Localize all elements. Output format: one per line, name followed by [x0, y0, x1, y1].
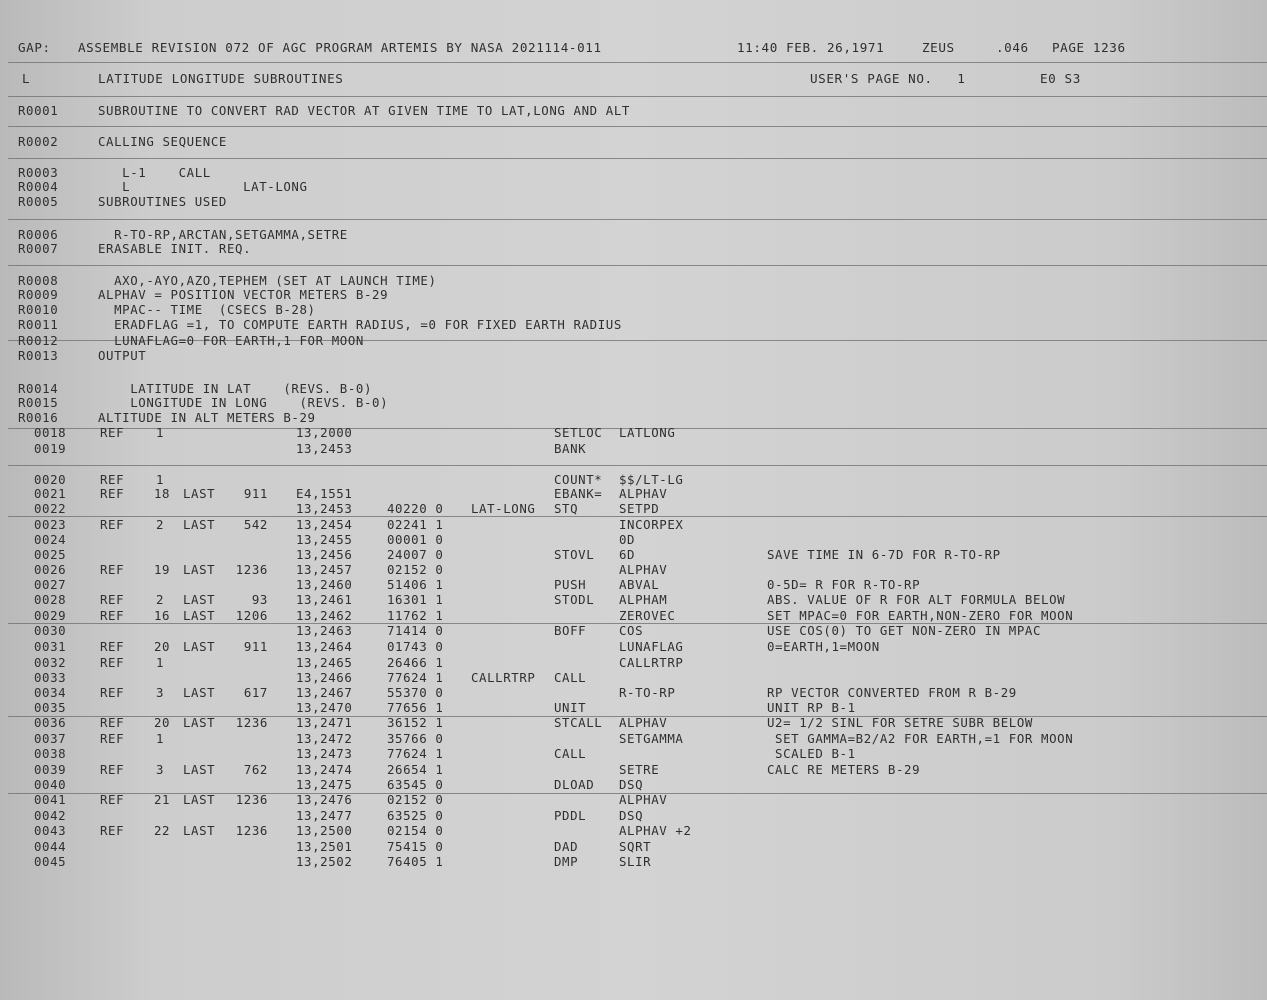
seq-number: 0021 [34, 486, 67, 501]
opcode: STOVL [554, 547, 595, 562]
remark-seq: R0010 [18, 302, 59, 317]
remark-seq: R0007 [18, 241, 59, 256]
octal-code: 02241 1 [387, 517, 444, 532]
seq-number: 0029 [34, 608, 67, 623]
operand: SQRT [619, 839, 652, 854]
code-line [0, 778, 1267, 792]
code-line [0, 548, 1267, 562]
ref-count: 18 [154, 486, 171, 501]
remark-line [0, 242, 1267, 256]
opcode: COUNT* [554, 472, 603, 487]
remark-line [0, 166, 1267, 180]
last-line: 1236 [235, 823, 268, 838]
header-time: 11:40 FEB. 26,1971 [737, 40, 885, 55]
ref-count: 3 [155, 762, 164, 777]
remark-line [0, 382, 1267, 396]
remark-line [0, 334, 1267, 348]
header-gap: GAP: [18, 40, 51, 55]
address: 13,2465 [296, 655, 353, 670]
comment: ABS. VALUE OF R FOR ALT FORMULA BELOW [767, 592, 1066, 607]
seq-number: 0036 [34, 715, 67, 730]
opcode: PDDL [554, 808, 587, 823]
ref-count: 19 [154, 562, 171, 577]
operand: LATLONG [619, 425, 676, 440]
ref-keyword: REF [100, 762, 125, 777]
octal-code: 75415 0 [387, 839, 444, 854]
seq-number: 0038 [34, 746, 67, 761]
ref-keyword: REF [100, 486, 125, 501]
ref-keyword: REF [100, 685, 125, 700]
address: 13,2453 [296, 441, 353, 456]
last-keyword: LAST [183, 792, 216, 807]
operand: SETPD [619, 501, 660, 516]
address: 13,2455 [296, 532, 353, 547]
octal-code: 63525 0 [387, 808, 444, 823]
last-line: 911 [243, 486, 268, 501]
comment: SET GAMMA=B2/A2 FOR EARTH,=1 FOR MOON [767, 731, 1074, 746]
header-user: ZEUS [922, 40, 955, 55]
seq-number: 0043 [34, 823, 67, 838]
ref-keyword: REF [100, 823, 125, 838]
last-keyword: LAST [183, 592, 216, 607]
address: 13,2500 [296, 823, 353, 838]
opcode: BOFF [554, 623, 587, 638]
last-line: 1236 [235, 562, 268, 577]
remark-seq: R0004 [18, 179, 59, 194]
seq-number: 0022 [34, 501, 67, 516]
comment: UNIT RP B-1 [767, 700, 856, 715]
ref-count: 20 [154, 639, 171, 654]
remark-line [0, 135, 1267, 149]
opcode: STQ [554, 501, 579, 516]
comment: 0=EARTH,1=MOON [767, 639, 880, 654]
remark-line [0, 349, 1267, 363]
code-line [0, 593, 1267, 607]
code-line [0, 563, 1267, 577]
address: 13,2501 [296, 839, 353, 854]
ref-count: 1 [155, 731, 164, 746]
label: LAT-LONG [471, 501, 536, 516]
remark-line [0, 288, 1267, 302]
ref-count: 20 [154, 715, 171, 730]
ref-keyword: REF [100, 472, 125, 487]
octal-code: 77656 1 [387, 700, 444, 715]
address: 13,2454 [296, 517, 353, 532]
ref-count: 16 [154, 608, 171, 623]
last-keyword: LAST [183, 517, 216, 532]
remark-seq: R0003 [18, 165, 59, 180]
octal-code: 51406 1 [387, 577, 444, 592]
remark-line [0, 195, 1267, 209]
last-keyword: LAST [183, 562, 216, 577]
address: 13,2467 [296, 685, 353, 700]
last-keyword: LAST [183, 715, 216, 730]
fan-fold-rule [8, 62, 1267, 63]
remark-text: ERASABLE INIT. REQ. [98, 241, 252, 256]
subheader-sect: L [22, 71, 31, 86]
last-keyword: LAST [183, 823, 216, 838]
octal-code: 76405 1 [387, 854, 444, 869]
remark-seq: R0006 [18, 227, 59, 242]
seq-number: 0042 [34, 808, 67, 823]
address: 13,2464 [296, 639, 353, 654]
ref-keyword: REF [100, 517, 125, 532]
code-line [0, 533, 1267, 547]
ref-keyword: REF [100, 592, 125, 607]
address: 13,2476 [296, 792, 353, 807]
subheader-line [0, 72, 1267, 86]
address: 13,2457 [296, 562, 353, 577]
last-line: 911 [243, 639, 268, 654]
header-title: ASSEMBLE REVISION 072 OF AGC PROGRAM ARTEMIS BY NASA 2021114-011 [78, 40, 602, 55]
subheader-users-page: USER'S PAGE NO. 1 [810, 71, 966, 86]
code-line [0, 716, 1267, 730]
remark-text: R-TO-RP,ARCTAN,SETGAMMA,SETRE [98, 227, 348, 242]
seq-number: 0018 [34, 425, 67, 440]
remark-seq: R0016 [18, 410, 59, 425]
comment: 0-5D= R FOR R-TO-RP [767, 577, 921, 592]
remark-line [0, 274, 1267, 288]
ref-count: 1 [155, 472, 164, 487]
code-line [0, 578, 1267, 592]
opcode: SETLOC [554, 425, 603, 440]
octal-code: 71414 0 [387, 623, 444, 638]
fan-fold-rule [8, 158, 1267, 159]
seq-number: 0045 [34, 854, 67, 869]
operand: COS [619, 623, 644, 638]
opcode: UNIT [554, 700, 587, 715]
remark-text: ERADFLAG =1, TO COMPUTE EARTH RADIUS, =0 FOR FIXED EARTH RADIUS [98, 317, 622, 332]
opcode: STCALL [554, 715, 603, 730]
subheader-code: E0 S3 [1040, 71, 1081, 86]
remark-text: CALLING SEQUENCE [98, 134, 227, 149]
code-line [0, 487, 1267, 501]
operand: $$/LT-LG [619, 472, 684, 487]
operand: R-TO-RP [619, 685, 676, 700]
octal-code: 63545 0 [387, 777, 444, 792]
seq-number: 0030 [34, 623, 67, 638]
seq-number: 0033 [34, 670, 67, 685]
remark-seq: R0008 [18, 273, 59, 288]
ref-keyword: REF [100, 639, 125, 654]
opcode: DLOAD [554, 777, 595, 792]
code-line [0, 747, 1267, 761]
code-line [0, 609, 1267, 623]
label: CALLRTRP [471, 670, 536, 685]
address: 13,2453 [296, 501, 353, 516]
remark-line [0, 303, 1267, 317]
remark-seq: R0015 [18, 395, 59, 410]
code-line [0, 671, 1267, 685]
operand: ALPHAM [619, 592, 668, 607]
opcode: PUSH [554, 577, 587, 592]
comment: SAVE TIME IN 6-7D FOR R-TO-RP [767, 547, 1001, 562]
last-line: 542 [243, 517, 268, 532]
opcode: DAD [554, 839, 579, 854]
operand: DSQ [619, 777, 644, 792]
opcode: DMP [554, 854, 579, 869]
last-line: 1236 [235, 715, 268, 730]
last-keyword: LAST [183, 762, 216, 777]
opcode: EBANK= [554, 486, 603, 501]
octal-code: 26466 1 [387, 655, 444, 670]
octal-code: 16301 1 [387, 592, 444, 607]
last-keyword: LAST [183, 486, 216, 501]
code-line [0, 763, 1267, 777]
code-line [0, 840, 1267, 854]
fan-fold-rule [8, 126, 1267, 127]
ref-keyword: REF [100, 792, 125, 807]
address: 13,2466 [296, 670, 353, 685]
octal-code: 02154 0 [387, 823, 444, 838]
address: 13,2461 [296, 592, 353, 607]
octal-code: 77624 1 [387, 746, 444, 761]
remark-text: LUNAFLAG=0 FOR EARTH,1 FOR MOON [98, 333, 364, 348]
last-keyword: LAST [183, 639, 216, 654]
operand: ALPHAV [619, 792, 668, 807]
ref-count: 1 [155, 655, 164, 670]
seq-number: 0025 [34, 547, 67, 562]
ref-keyword: REF [100, 655, 125, 670]
ref-count: 1 [155, 425, 164, 440]
opcode: CALL [554, 670, 587, 685]
octal-code: 35766 0 [387, 731, 444, 746]
comment: USE COS(0) TO GET NON-ZERO IN MPAC [767, 623, 1042, 638]
address: 13,2472 [296, 731, 353, 746]
seq-number: 0034 [34, 685, 67, 700]
remark-text: ALTITUDE IN ALT METERS B-29 [98, 410, 316, 425]
comment: RP VECTOR CONVERTED FROM R B-29 [767, 685, 1017, 700]
address: 13,2462 [296, 608, 353, 623]
last-line: 1236 [235, 792, 268, 807]
seq-number: 0024 [34, 532, 67, 547]
address: 13,2502 [296, 854, 353, 869]
address: 13,2463 [296, 623, 353, 638]
operand: 0D [619, 532, 636, 547]
header-page: PAGE 1236 [1052, 40, 1126, 55]
operand: DSQ [619, 808, 644, 823]
address: 13,2460 [296, 577, 353, 592]
address: 13,2475 [296, 777, 353, 792]
remark-seq: R0009 [18, 287, 59, 302]
code-line [0, 809, 1267, 823]
octal-code: 26654 1 [387, 762, 444, 777]
operand: CALLRTRP [619, 655, 684, 670]
header-num: .046 [996, 40, 1029, 55]
remark-line [0, 228, 1267, 242]
seq-number: 0032 [34, 655, 67, 670]
address: 13,2471 [296, 715, 353, 730]
code-line [0, 793, 1267, 807]
code-line [0, 732, 1267, 746]
operand: ZEROVEC [619, 608, 676, 623]
remark-seq: R0014 [18, 381, 59, 396]
seq-number: 0031 [34, 639, 67, 654]
code-line [0, 656, 1267, 670]
ref-count: 21 [154, 792, 171, 807]
ref-keyword: REF [100, 425, 125, 440]
ref-count: 2 [155, 592, 164, 607]
seq-number: 0023 [34, 517, 67, 532]
octal-code: 36152 1 [387, 715, 444, 730]
seq-number: 0035 [34, 700, 67, 715]
code-line [0, 824, 1267, 838]
code-line [0, 442, 1267, 456]
octal-code: 77624 1 [387, 670, 444, 685]
remark-text: L-1 CALL [98, 165, 211, 180]
address: 13,2473 [296, 746, 353, 761]
seq-number: 0028 [34, 592, 67, 607]
fan-fold-rule [8, 265, 1267, 266]
ref-keyword: REF [100, 715, 125, 730]
subheader-title: LATITUDE LONGITUDE SUBROUTINES [98, 71, 344, 86]
remark-line [0, 318, 1267, 332]
comment: SET MPAC=0 FOR EARTH,NON-ZERO FOR MOON [767, 608, 1074, 623]
comment: CALC RE METERS B-29 [767, 762, 921, 777]
fan-fold-rule [8, 219, 1267, 220]
operand: ALPHAV +2 [619, 823, 692, 838]
code-line [0, 855, 1267, 869]
comment: U2= 1/2 SINL FOR SETRE SUBR BELOW [767, 715, 1033, 730]
code-line [0, 426, 1267, 440]
address: 13,2477 [296, 808, 353, 823]
last-line: 762 [243, 762, 268, 777]
code-line [0, 518, 1267, 532]
remark-seq: R0005 [18, 194, 59, 209]
remark-seq: R0013 [18, 348, 59, 363]
operand: 6D [619, 547, 636, 562]
seq-number: 0020 [34, 472, 67, 487]
octal-code: 02152 0 [387, 562, 444, 577]
seq-number: 0040 [34, 777, 67, 792]
remark-text: ALPHAV = POSITION VECTOR METERS B-29 [98, 287, 389, 302]
address: 13,2000 [296, 425, 353, 440]
opcode: BANK [554, 441, 587, 456]
remark-line [0, 180, 1267, 194]
opcode: CALL [554, 746, 587, 761]
octal-code: 02152 0 [387, 792, 444, 807]
code-line [0, 624, 1267, 638]
octal-code: 24007 0 [387, 547, 444, 562]
operand: INCORPEX [619, 517, 684, 532]
remark-text: SUBROUTINE TO CONVERT RAD VECTOR AT GIVEN TIME TO LAT,LONG AND ALT [98, 103, 630, 118]
octal-code: 00001 0 [387, 532, 444, 547]
seq-number: 0039 [34, 762, 67, 777]
code-line [0, 473, 1267, 487]
octal-code: 11762 1 [387, 608, 444, 623]
operand: ALPHAV [619, 562, 668, 577]
remark-text: LONGITUDE IN LONG (REVS. B-0) [98, 395, 389, 410]
operand: ABVAL [619, 577, 660, 592]
octal-code: 01743 0 [387, 639, 444, 654]
fan-fold-rule [8, 96, 1267, 97]
remark-line [0, 104, 1267, 118]
code-line [0, 686, 1267, 700]
last-keyword: LAST [183, 608, 216, 623]
seq-number: 0019 [34, 441, 67, 456]
seq-number: 0026 [34, 562, 67, 577]
ref-keyword: REF [100, 731, 125, 746]
ref-keyword: REF [100, 608, 125, 623]
remark-text: MPAC-- TIME (CSECS B-28) [98, 302, 316, 317]
address: 13,2474 [296, 762, 353, 777]
remark-text: SUBROUTINES USED [98, 194, 227, 209]
last-line: 93 [251, 592, 268, 607]
address: 13,2470 [296, 700, 353, 715]
address: 13,2456 [296, 547, 353, 562]
header-line [0, 41, 1267, 55]
last-keyword: LAST [183, 685, 216, 700]
operand: SETGAMMA [619, 731, 684, 746]
last-line: 1206 [235, 608, 268, 623]
remark-seq: R0002 [18, 134, 59, 149]
operand: SETRE [619, 762, 660, 777]
opcode: STODL [554, 592, 595, 607]
remark-seq: R0001 [18, 103, 59, 118]
operand: ALPHAV [619, 715, 668, 730]
last-line: 617 [243, 685, 268, 700]
address: E4,1551 [296, 486, 353, 501]
octal-code: 55370 0 [387, 685, 444, 700]
operand: LUNAFLAG [619, 639, 684, 654]
comment: SCALED B-1 [767, 746, 856, 761]
remark-seq: R0012 [18, 333, 59, 348]
operand: SLIR [619, 854, 652, 869]
operand: ALPHAV [619, 486, 668, 501]
code-line [0, 640, 1267, 654]
code-line [0, 701, 1267, 715]
octal-code: 40220 0 [387, 501, 444, 516]
remark-text: L LAT-LONG [98, 179, 308, 194]
seq-number: 0044 [34, 839, 67, 854]
ref-keyword: REF [100, 562, 125, 577]
seq-number: 0037 [34, 731, 67, 746]
remark-line [0, 411, 1267, 425]
ref-count: 2 [155, 517, 164, 532]
code-line [0, 502, 1267, 516]
seq-number: 0041 [34, 792, 67, 807]
remark-text: LATITUDE IN LAT (REVS. B-0) [98, 381, 373, 396]
remark-line [0, 396, 1267, 410]
remark-text: AXO,-AYO,AZO,TEPHEM (SET AT LAUNCH TIME) [98, 273, 437, 288]
remark-seq: R0011 [18, 317, 59, 332]
remark-text: OUTPUT [98, 348, 147, 363]
ref-count: 22 [154, 823, 171, 838]
seq-number: 0027 [34, 577, 67, 592]
fan-fold-rule [8, 465, 1267, 466]
ref-count: 3 [155, 685, 164, 700]
